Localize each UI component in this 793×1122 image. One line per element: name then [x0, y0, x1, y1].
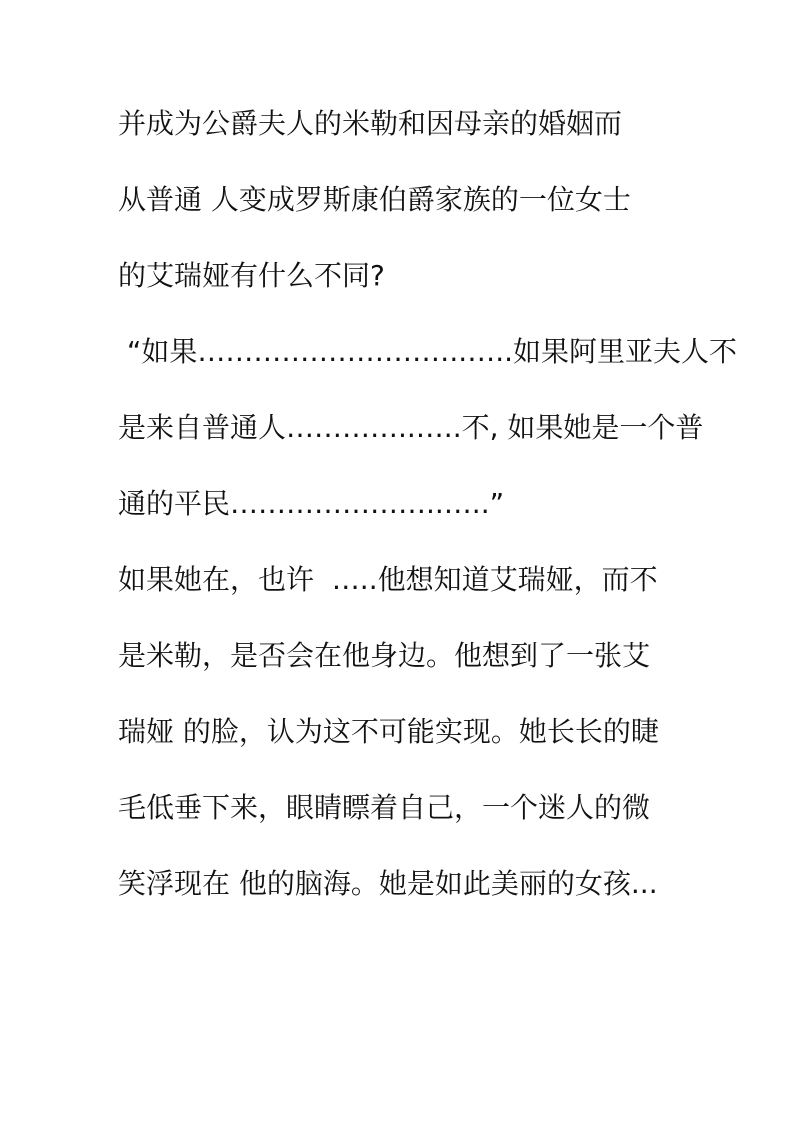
- body-text: [118, 95, 738, 931]
- text-line: 如果她在，也许 …..他想知道艾瑞娅，而不: [118, 563, 658, 596]
- text-line: 是米勒，是否会在他身边。他想到了一张艾: [118, 639, 651, 672]
- text-line: 是来自普通人…………..…..不, 如果她是一个普: [118, 411, 704, 444]
- text-line: 从普通 人变成罗斯康伯爵家族的一位女士: [118, 183, 631, 216]
- text-line: 通的平民…………………..…..”: [118, 487, 505, 520]
- text-line: “如果………………………..…..如果阿里亚夫人不: [118, 335, 738, 368]
- text-line: 瑞娅 的脸，认为这不可能实现。她长长的睫: [118, 715, 659, 748]
- text-line: 笑浮现在 他的脑海。她是如此美丽的女孩...: [118, 867, 658, 900]
- text-line: 的艾瑞娅有什么不同?: [118, 259, 385, 292]
- text-line: 毛低垂下来，眼睛瞟着自己，一个迷人的微: [118, 791, 651, 824]
- text-line: 并成为公爵夫人的米勒和因母亲的婚姻而: [118, 107, 623, 140]
